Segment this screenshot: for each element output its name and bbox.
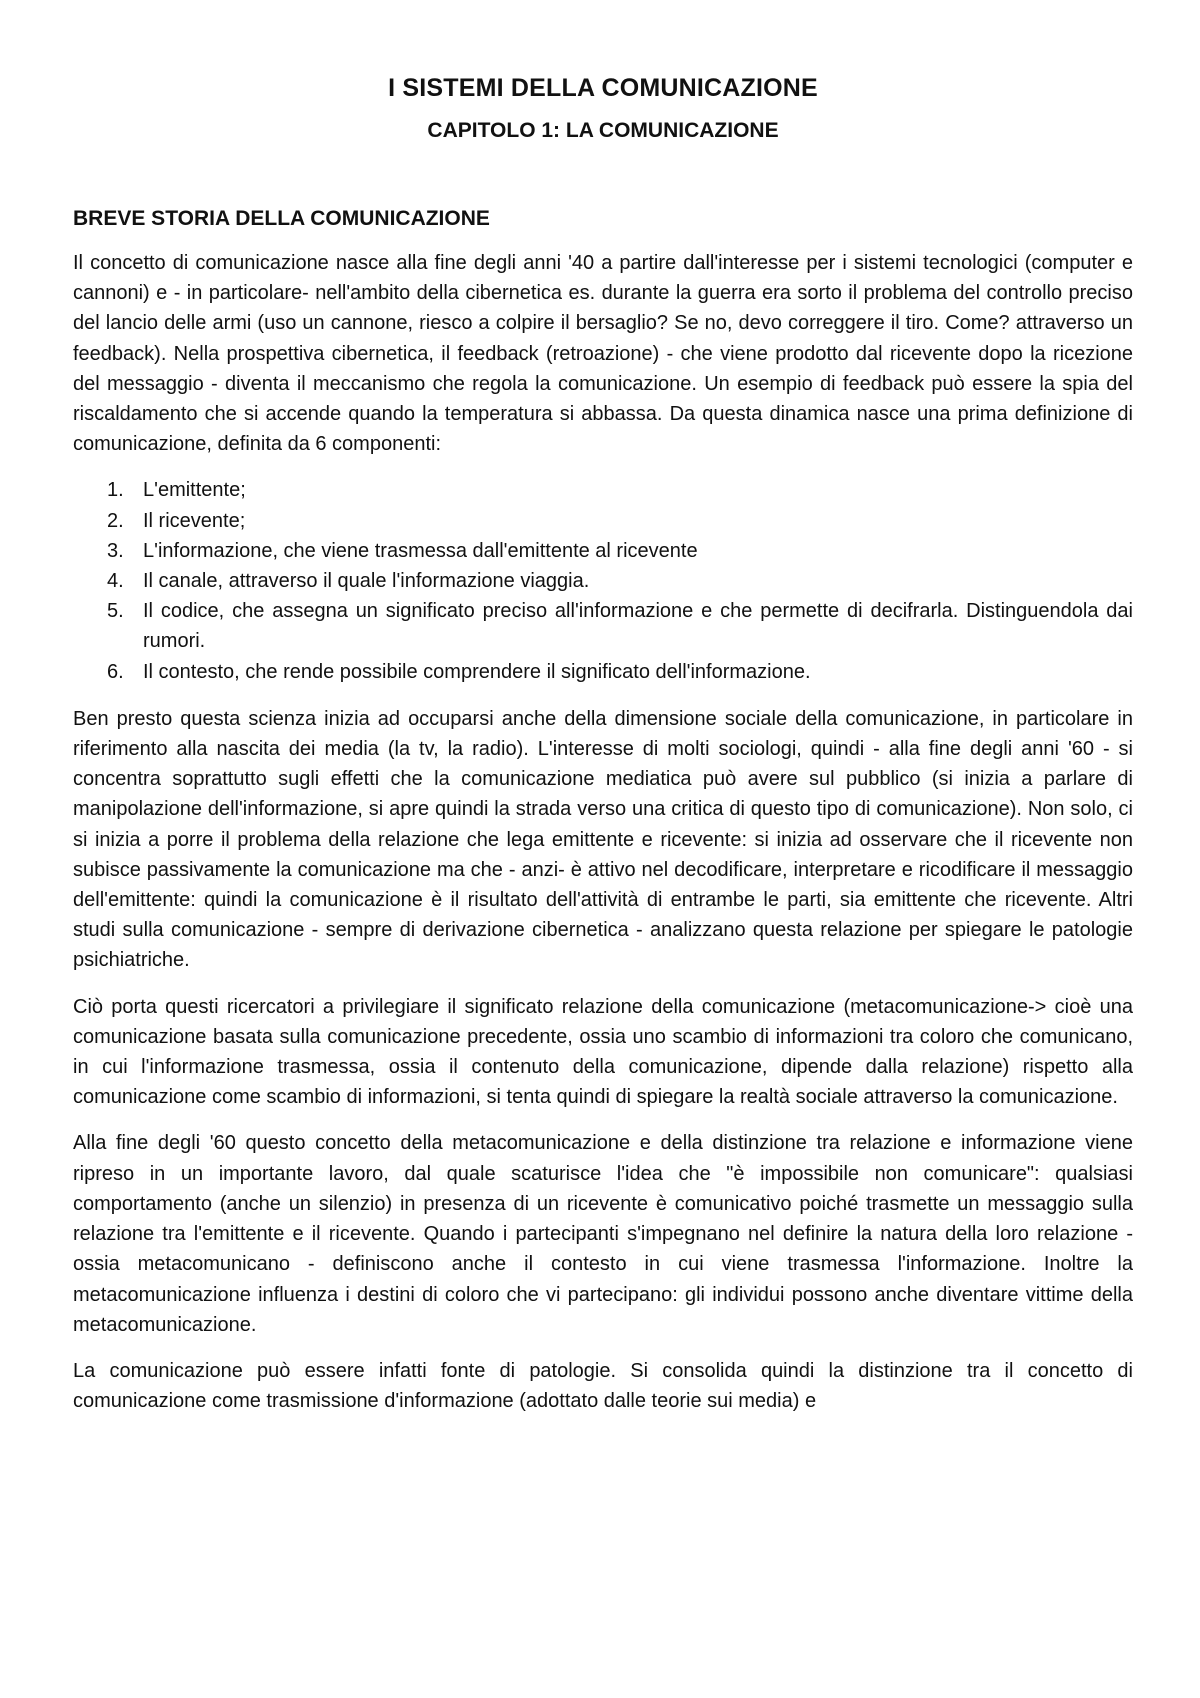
list-item [73,506,1133,536]
list-item-text: Il contesto, che rende possibile comprendere il significato dell'informazione. [143,660,811,683]
list-item [73,566,1133,596]
list-item-text: Il canale, attraverso il quale l'informazione viaggia. [143,570,590,593]
document-title: I SISTEMI DELLA COMUNICAZIONE [388,74,818,102]
list-item-number: 2. [107,509,124,532]
list-item-number: 5. [107,600,124,623]
components-list [73,475,1133,686]
list-item-text: Il codice, che assegna un significato preciso all'informazione e che permette di decifrarla. Distinguendola dai rumori. [143,600,1133,653]
list-item [73,475,1133,505]
list-item-number: 1. [107,479,124,502]
list-item [73,657,1133,687]
list-item [73,536,1133,566]
body-paragraph: La comunicazione può essere infatti fonte di patologie. Si consolida quindi la distinzione tra il concetto di comunicazione come trasmissione d'informazione (adottato dalle teorie sui media) e [73,1359,1133,1413]
list-item-text: Il ricevente; [143,509,246,532]
list-item [73,596,1133,656]
body-paragraph: Ben presto questa scienza inizia ad occuparsi anche della dimensione sociale della comunicazione, in particolare in riferimento alla nascita dei media (la tv, la radio). L'interesse di molti sociologi, quindi - alla fine degli anni '60 - si concentra soprattutto sugli effetti che la comunicazione mediatica può avere sul pubblico (si inizia a parlare di manipolazione dell'informazione, si apre quindi la strada verso una critica di questo tipo di comunicazione). Non solo, ci si inizia a porre il problema della relazione che lega emittente e ricevente: si inizia ad osservare che il ricevente non subisce passivamente la comunicazione ma che - anzi- è attivo nel decodificare, interpretare e ricodificare il messaggio dell'emittente: quindi la comunicazione è il risultato dell'attività di entrambe le parti, sia emittente che ricevente. Altri studi sulla comunicazione - sempre di derivazione cibernetica - analizzano questa relazione per spiegare le patologie psichiatriche. [73,707,1133,972]
body-paragraph: Ciò porta questi ricercatori a privilegiare il significato relazione della comunicazione (metacomunicazione-> cioè una comunicazione basata sulla comunicazione precedente, ossia uno scambio di informazioni tra coloro che comunicano, in cui l'informazione trasmessa, ossia il contenuto della comunicazione, dipende dalla relazione) rispetto alla comunicazione come scambio di informazioni, si tenta quindi di spiegare la realtà sociale attraverso la comunicazione. [73,995,1133,1109]
list-item-number: 4. [107,570,124,593]
list-item-number: 3. [107,539,124,562]
list-item-text: L'informazione, che viene trasmessa dall'emittente al ricevente [143,539,698,562]
chapter-title: CAPITOLO 1: LA COMUNICAZIONE [427,119,779,142]
document-page [73,70,1133,1416]
section-heading: BREVE STORIA DELLA COMUNICAZIONE [73,207,490,230]
list-item-text: L'emittente; [143,479,246,502]
list-item-number: 6. [107,660,124,683]
body-paragraph: Alla fine degli '60 questo concetto della metacomunicazione e della distinzione tra relazione e informazione viene ripreso in un importante lavoro, dal quale scaturisce l'idea che "è impossibile non comunicare": qualsiasi comportamento (anche un silenzio) in presenza di un ricevente è comunicativo poiché trasmette un messaggio sulla relazione tra l'emittente e il ricevente. Quando i partecipanti s'impegnano nel definire la natura della loro relazione - ossia metacomunicano - definiscono anche il contesto in cui viene trasmessa l'informazione. Inoltre la metacomunicazione influenza i destini di coloro che vi partecipano: gli individui possono anche diventare vittime della metacomunicazione. [73,1132,1133,1336]
intro-paragraph: Il concetto di comunicazione nasce alla fine degli anni '40 a partire dall'interesse per i sistemi tecnologici (computer e cannoni) e - in particolare- nell'ambito della cibernetica es. durante la guerra era sorto il problema del controllo preciso del lancio delle armi (uso un cannone, riesco a colpire il bersaglio? Se no, devo correggere il tiro. Come? attraverso un feedback). Nella prospettiva cibernetica, il feedback (retroazione) - che viene prodotto dal ricevente dopo la ricezione del messaggio - diventa il meccanismo che regola la comunicazione. Un esempio di feedback può essere la spia del riscaldamento che si accende quando la temperatura si abbassa. Da questa dinamica nasce una prima definizione di comunicazione, definita da 6 componenti: [73,252,1133,456]
